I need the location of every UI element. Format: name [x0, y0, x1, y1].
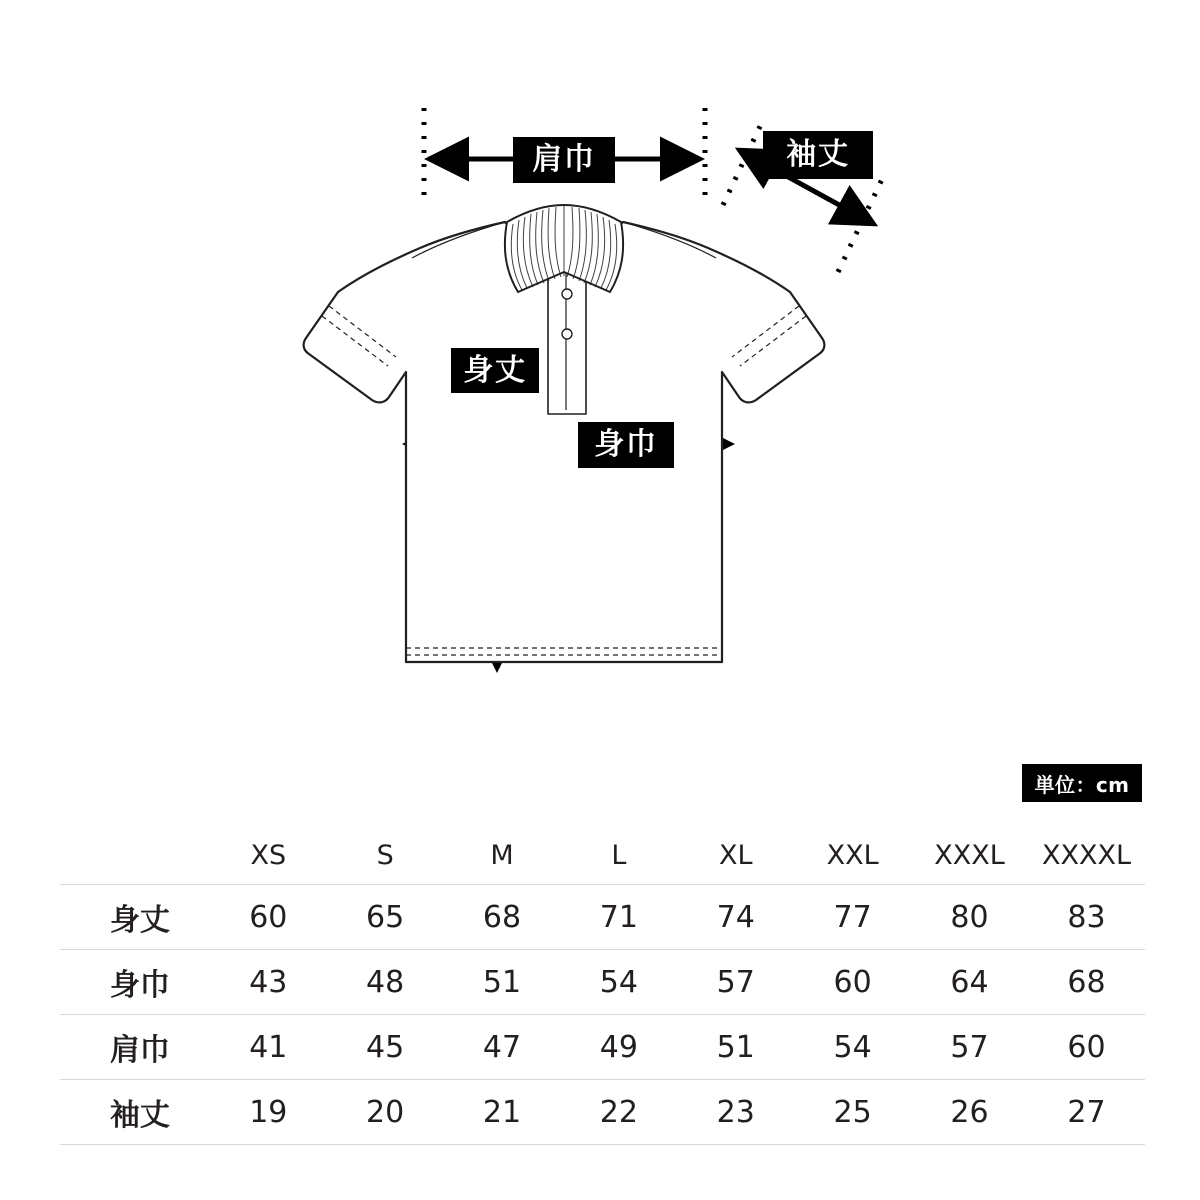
table-row [60, 1080, 1145, 1145]
cell-shoulder-width-xl: 51 [677, 1015, 794, 1080]
size-header-xxl: XXL [794, 826, 911, 885]
size-header-xxxxl: XXXXL [1028, 826, 1145, 885]
cell-shoulder-width-xs: 41 [210, 1015, 327, 1080]
cell-shoulder-width-m: 47 [444, 1015, 561, 1080]
size-header-xs: XS [210, 826, 327, 885]
cell-sleeve-length-xxxxl: 27 [1028, 1080, 1145, 1145]
cell-body-length-xxl: 77 [794, 885, 911, 950]
row-label-sleeve-length: 袖丈 [60, 1080, 210, 1145]
cell-body-length-m: 68 [444, 885, 561, 950]
cell-body-length-xl: 74 [677, 885, 794, 950]
row-label-shoulder-width: 肩巾 [60, 1015, 210, 1080]
size-header-m: M [444, 826, 561, 885]
size-chart-body [60, 885, 1145, 1145]
cell-sleeve-length-xl: 23 [677, 1080, 794, 1145]
label-body-length: 身丈 [451, 348, 539, 393]
table-row [60, 885, 1145, 950]
cell-body-width-l: 54 [560, 950, 677, 1015]
cell-sleeve-length-m: 21 [444, 1080, 561, 1145]
table-header-row [60, 826, 1145, 885]
cell-shoulder-width-s: 45 [327, 1015, 444, 1080]
table-corner-cell [60, 826, 210, 885]
table-row [60, 1015, 1145, 1080]
cell-body-width-xs: 43 [210, 950, 327, 1015]
cell-body-width-m: 51 [444, 950, 561, 1015]
cell-body-width-xxl: 60 [794, 950, 911, 1015]
cell-body-width-xxxxl: 68 [1028, 950, 1145, 1015]
cell-shoulder-width-xxxl: 57 [911, 1015, 1028, 1080]
cell-body-width-s: 48 [327, 950, 444, 1015]
size-header-s: S [327, 826, 444, 885]
label-sleeve-length: 袖丈 [763, 131, 873, 179]
cell-sleeve-length-xxl: 25 [794, 1080, 911, 1145]
cell-shoulder-width-xxxxl: 60 [1028, 1015, 1145, 1080]
table-row [60, 950, 1145, 1015]
cell-sleeve-length-xs: 19 [210, 1080, 327, 1145]
cell-body-length-s: 65 [327, 885, 444, 950]
cell-body-length-l: 71 [560, 885, 677, 950]
size-chart-table [60, 826, 1145, 1145]
size-header-l: L [560, 826, 677, 885]
label-shoulder-width: 肩巾 [513, 137, 615, 183]
size-header-xl: XL [677, 826, 794, 885]
cell-shoulder-width-xxl: 54 [794, 1015, 911, 1080]
cell-sleeve-length-s: 20 [327, 1080, 444, 1145]
cell-sleeve-length-l: 22 [560, 1080, 677, 1145]
cell-sleeve-length-xxxl: 26 [911, 1080, 1028, 1145]
cell-shoulder-width-l: 49 [560, 1015, 677, 1080]
size-chart-header [60, 826, 1145, 885]
size-header-xxxl: XXXL [911, 826, 1028, 885]
unit-note: 単位：cm [1022, 764, 1142, 802]
cell-body-width-xl: 57 [677, 950, 794, 1015]
row-label-body-length: 身丈 [60, 885, 210, 950]
cell-body-width-xxxl: 64 [911, 950, 1028, 1015]
cell-body-length-xxxl: 80 [911, 885, 1028, 950]
row-label-body-width: 身巾 [60, 950, 210, 1015]
cell-body-length-xxxxl: 83 [1028, 885, 1145, 950]
cell-body-length-xs: 60 [210, 885, 327, 950]
label-body-width: 身巾 [578, 422, 674, 468]
